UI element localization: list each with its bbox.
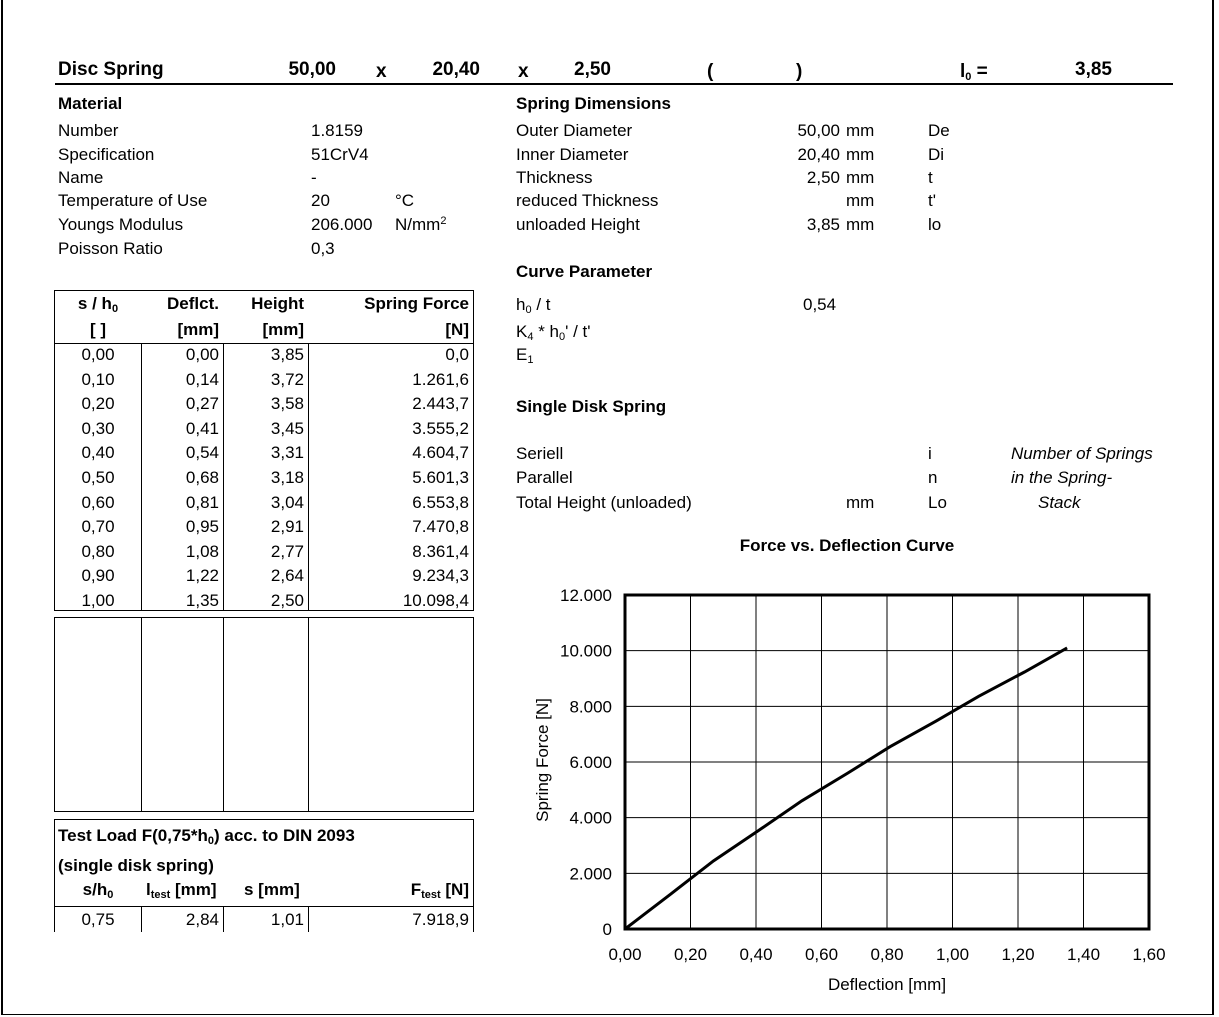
table-cell-5-1: 0,68	[185, 468, 219, 487]
col-unit-height: [mm]	[262, 320, 304, 339]
header-x2: x	[518, 61, 529, 82]
k4-label: $K_4 * h_0'$ / t'	[516, 322, 591, 343]
results-table-header-rule	[54, 343, 474, 344]
seriell-symbol: i	[928, 444, 932, 463]
testload-rule	[54, 906, 474, 907]
dimension-unit-0: mm	[846, 121, 875, 140]
dimension-symbol-0: De	[928, 121, 950, 140]
header-paren-close: )	[796, 61, 803, 82]
col-header-height: Height	[251, 294, 304, 313]
material-label-2: Name	[58, 168, 104, 187]
table-cell-1-1: 0,14	[185, 369, 219, 389]
dimension-label-2: Thickness	[516, 168, 593, 187]
material-heading: Material	[58, 94, 123, 113]
table-cell-10-2: 2,50	[270, 591, 304, 610]
col-header-force: Spring Force	[364, 294, 469, 313]
header-inner: 20,40	[432, 59, 480, 80]
dimension-unit-2: mm	[846, 168, 875, 187]
table-cell-0-1: 0,00	[185, 345, 219, 364]
empty-table-divider-2	[308, 617, 309, 812]
stack-note-3: Stack	[1038, 493, 1081, 512]
table-cell-9-0: 0,90	[81, 566, 115, 586]
results-table-divider-1	[223, 343, 224, 611]
h0-over-t-label: $h_0$ / t	[516, 295, 551, 316]
x-tick-label-8: 1,60	[1132, 945, 1166, 964]
table-cell-10-0: 1,00	[81, 591, 115, 610]
empty-table-divider-1	[223, 617, 224, 812]
y-tick-label-5: 10.000	[560, 641, 612, 661]
seriell-label: Seriell	[516, 444, 564, 463]
table-cell-7-2: 2,91	[270, 517, 304, 537]
material-label-1: Specification	[58, 145, 155, 164]
material-unit-3: °C	[395, 191, 415, 210]
stack-note-1: Number of Springs	[1011, 444, 1153, 463]
table-cell-9-2: 2,64	[270, 566, 304, 586]
table-cell-10-1: 1,35	[185, 591, 219, 610]
table-cell-0-0: 0,00	[81, 345, 115, 364]
dimension-value-2: 2,50	[806, 168, 840, 187]
dimension-symbol-4: lo	[928, 215, 942, 234]
table-cell-6-0: 0,60	[81, 492, 115, 512]
testload-line1: Test Load $F(0,75*h_0)$ acc. to DIN 2093	[58, 826, 355, 847]
dimensions-heading: Spring Dimensions	[516, 94, 671, 113]
x-tick-label-0: 0,00	[608, 945, 642, 964]
testload-divider-2	[308, 906, 309, 932]
material-value-0: 1.8159	[311, 121, 363, 140]
table-cell-4-3: 4.604,7	[412, 443, 469, 463]
testload-value-s: 1,01	[270, 910, 304, 929]
header-thickness: 2,50	[574, 59, 611, 80]
material-unit-sup-4: 2	[440, 215, 447, 227]
testload-value-s-h0: 0,75	[81, 910, 115, 929]
table-cell-8-3: 8.361,4	[412, 541, 469, 561]
table-cell-0-3: 0,0	[445, 345, 469, 364]
table-cell-7-1: 0,95	[185, 517, 219, 537]
material-unit-4: $N/mm^2$	[395, 215, 447, 234]
table-cell-2-3: 2.443,7	[412, 394, 469, 414]
x-tick-label-2: 0,40	[739, 945, 773, 964]
table-cell-6-2: 3,04	[270, 492, 304, 512]
dimension-symbol-3: t'	[928, 191, 936, 210]
table-cell-3-2: 3,45	[270, 418, 304, 438]
table-cell-4-1: 0,54	[185, 443, 219, 463]
table-cell-3-3: 3.555,2	[412, 418, 469, 438]
table-cell-6-3: 6.553,8	[412, 492, 469, 512]
total-height-unit: mm	[846, 493, 875, 512]
x-tick-label-3: 0,60	[804, 945, 839, 964]
testload-col-s: s [mm]	[244, 880, 300, 899]
material-value-1: 51CrV4	[311, 145, 369, 164]
material-label-4: Youngs Modulus	[58, 215, 184, 234]
single-heading: Single Disk Spring	[516, 397, 667, 416]
dimension-label-4: unloaded Height	[516, 215, 640, 234]
chart-y-axis-label: Spring Force [N]	[533, 698, 552, 822]
testload-divider-0	[141, 906, 142, 932]
parallel-label: Parallel	[516, 468, 573, 487]
total-height-label: Total Height (unloaded)	[516, 493, 692, 512]
dimension-symbol-2: t	[928, 168, 933, 187]
table-cell-5-2: 3,18	[270, 468, 304, 487]
table-cell-8-2: 2,77	[270, 541, 304, 561]
material-value-4: 206.000	[311, 215, 373, 234]
dimension-symbol-1: Di	[928, 145, 945, 164]
parallel-symbol: n	[928, 468, 938, 487]
header-title: Disc Spring	[58, 59, 164, 80]
table-cell-5-3: 5.601,3	[412, 468, 469, 487]
testload-value-ltest: 2,84	[185, 910, 219, 929]
results-table-divider-0	[141, 343, 142, 611]
table-cell-2-2: 3,58	[270, 394, 304, 414]
header-l0-label: $l_0$ =	[960, 61, 988, 83]
table-cell-6-1: 0,81	[185, 492, 219, 512]
chart-x-axis-label: Deflection [mm]	[827, 975, 947, 994]
table-cell-5-0: 0,50	[81, 468, 115, 487]
testload-divider-1	[223, 906, 224, 932]
testload-col-ltest: $l_{test}$ [mm]	[146, 880, 217, 901]
table-cell-9-3: 9.234,3	[412, 566, 469, 586]
table-cell-7-3: 7.470,8	[412, 517, 469, 537]
table-cell-8-0: 0,80	[81, 541, 115, 561]
y-tick-label-2: 4.000	[569, 808, 612, 828]
x-tick-label-6: 1,20	[1001, 945, 1035, 964]
dimension-label-1: Inner Diameter	[516, 145, 629, 164]
header-rule	[55, 83, 1173, 85]
dimension-unit-3: mm	[846, 191, 875, 210]
table-cell-4-2: 3,31	[270, 443, 304, 463]
material-label-0: Number	[58, 121, 119, 140]
stack-note-2: in the Spring-	[1011, 468, 1113, 487]
material-value-2: -	[311, 168, 317, 187]
testload-value-ftest: 7.918,9	[412, 910, 469, 929]
testload-col-ftest: $F_{test}$ [N]	[410, 880, 469, 901]
y-tick-label-4: 8.000	[569, 697, 612, 717]
table-cell-2-1: 0,27	[185, 394, 219, 414]
col-unit-s-h0: [ ]	[89, 320, 107, 339]
results-table-divider-2	[308, 343, 309, 611]
chart-title: Force vs. Deflection Curve	[739, 536, 955, 555]
dimension-value-0: 50,00	[797, 121, 840, 140]
total-height-symbol: Lo	[928, 493, 947, 512]
table-cell-8-1: 1,08	[185, 541, 219, 561]
h0-over-t-value: 0,54	[803, 295, 837, 314]
table-cell-2-0: 0,20	[81, 394, 115, 414]
y-tick-label-1: 2.000	[569, 864, 612, 884]
col-unit-deflection: [mm]	[177, 320, 219, 339]
material-value-5: 0,3	[311, 239, 335, 258]
col-header-s-h0: s / $h_0$	[77, 294, 119, 315]
header-paren-open: (	[707, 61, 714, 82]
header-x1: x	[376, 61, 387, 82]
col-header-deflection: Deflct.	[167, 294, 219, 313]
testload-col-s-h0: $s/h_0$	[82, 880, 114, 901]
dimension-unit-1: mm	[846, 145, 875, 164]
header-l0-value: 3,85	[1075, 59, 1112, 80]
dimension-label-3: reduced Thickness	[516, 191, 659, 210]
table-cell-4-0: 0,40	[81, 443, 115, 463]
header-outer: 50,00	[288, 59, 336, 80]
table-cell-10-3: 10.098,4	[402, 591, 469, 610]
y-tick-label-0: 0	[602, 920, 612, 939]
curve-param-heading: Curve Parameter	[516, 262, 653, 281]
table-cell-9-1: 1,22	[185, 566, 219, 586]
x-tick-label-4: 0,80	[870, 945, 904, 964]
material-value-3: 20	[311, 191, 330, 210]
material-label-3: Temperature of Use	[58, 191, 208, 210]
dimension-value-4: 3,85	[806, 215, 840, 234]
testload-line2: (single disk spring)	[58, 856, 214, 875]
table-cell-1-0: 0,10	[81, 369, 115, 389]
x-tick-label-5: 1,00	[935, 945, 970, 964]
x-tick-label-1: 0,20	[673, 945, 708, 964]
material-label-5: Poisson Ratio	[58, 239, 163, 258]
e1-label: $E_1$	[516, 345, 534, 366]
y-tick-label-3: 6.000	[569, 753, 612, 772]
dimension-value-1: 20,40	[797, 145, 840, 164]
table-cell-1-3: 1.261,6	[412, 369, 469, 389]
table-cell-3-1: 0,41	[185, 418, 219, 438]
table-cell-7-0: 0,70	[81, 517, 115, 537]
table-cell-0-2: 3,85	[270, 345, 304, 364]
empty-table-divider-0	[141, 617, 142, 812]
x-tick-label-7: 1,40	[1066, 945, 1101, 964]
table-cell-3-0: 0,30	[81, 418, 115, 438]
dimension-label-0: Outer Diameter	[516, 121, 633, 140]
y-tick-label-6: 12.000	[560, 586, 612, 605]
col-unit-force: [N]	[445, 320, 469, 339]
empty-table-border	[54, 617, 474, 812]
table-cell-1-2: 3,72	[270, 369, 304, 389]
dimension-unit-4: mm	[846, 215, 875, 234]
